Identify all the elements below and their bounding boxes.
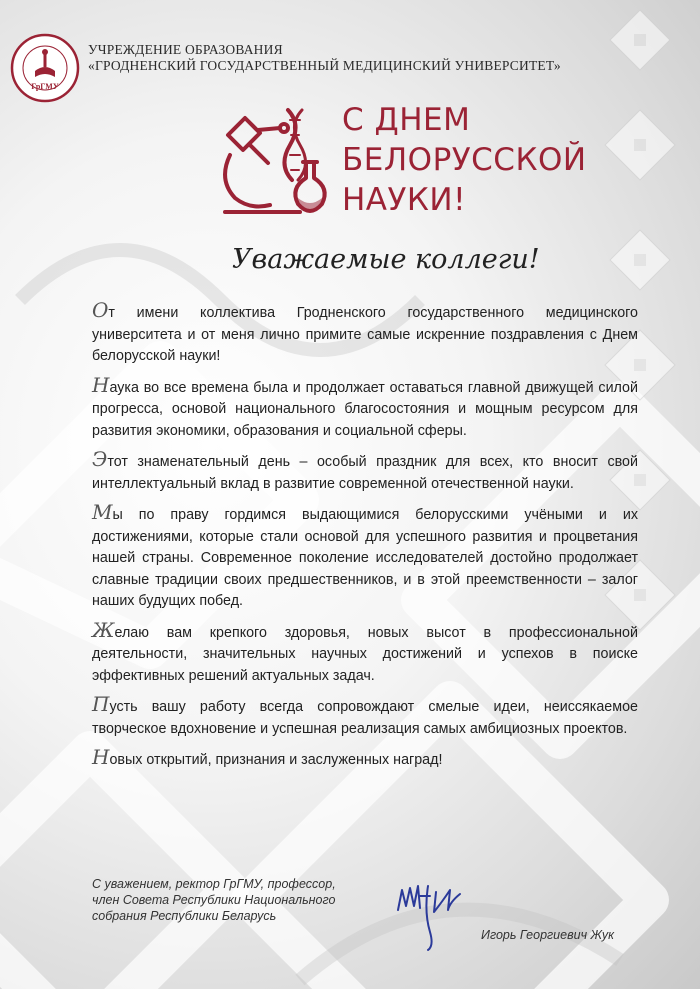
microscope-dna-flask-icon [210,100,335,225]
logo-text: ГрГМУ [31,82,59,91]
paragraph-text: аука во все времена была и продолжает оставаться главной движущей силой прогресса, основой национального благосостояния и мощным ресурсом для развития экономики, образования и социальной сферы. [92,379,638,439]
page-title [342,100,587,220]
handwritten-signature-icon [390,872,470,952]
paragraph-5 [92,617,638,688]
paragraph-7 [92,747,638,772]
institution-line-1: УЧРЕЖДЕНИЕ ОБРАЗОВАНИЯ [88,42,283,57]
paragraph-3 [92,449,638,495]
paragraph-4 [92,502,638,613]
university-seal-icon [10,33,80,103]
drop-cap: Э [92,447,108,471]
rector-name: Игорь Георгиевич Жук [481,928,614,942]
institution-name [88,42,561,74]
title-line-3: НАУКИ! [342,182,467,218]
paragraph-2 [92,372,638,443]
paragraph-6 [92,694,638,740]
drop-cap: О [92,298,109,322]
title-line-1: С ДНЕМ [342,102,471,138]
paragraph-1 [92,300,638,368]
greeting: Уважаемые коллеги! [232,244,540,275]
signature-line-1: С уважением, ректор ГрГМУ, профессор, [92,877,336,891]
paragraph-text: елаю вам крепкого здоровья, новых высот в профессиональной деятельности, значительных научных достижений и успехов в поиске эффективных решений актуальных задач. [92,624,638,684]
paragraph-text: тот знаменательный день – особый праздник для всех, кто вносит свой интеллектуальный вклад в развитие современной отечественной науки. [92,454,638,492]
drop-cap: Н [92,372,110,397]
drop-cap: Ж [92,617,115,642]
signature-line-2: член Совета Республики Национального [92,893,336,907]
paragraph-text: ы по праву гордимся выдающимися белорусскими учёными и их достижениями, которые стали основой для успешного развития и процветания нашей страны. Современное поколение исследователей достойно продолжает славные традиции своих предшественников, и в этой преемственности – залог наших будущих побед. [92,507,638,609]
signature-block [92,876,336,924]
signature-line-3: собрания Республики Беларусь [92,909,277,923]
paragraph-text: т имени коллектива Гродненского государственного медицинского университета и от меня лично примите самые искренние поздравления с Днем белорусской науки! [92,305,638,364]
letter-body [92,300,638,779]
paragraph-text: усть вашу работу всегда сопровождают смелые идеи, неиссякаемое творческое вдохновение и успешная реализация самых амбициозных проектов. [92,699,638,737]
title-line-2: БЕЛОРУССКОЙ [342,142,587,178]
drop-cap: Н [92,745,110,769]
drop-cap: М [92,500,113,524]
paragraph-text: овых открытий, признания и заслуженных наград! [109,752,443,768]
drop-cap: П [92,692,110,716]
institution-line-2: «ГРОДНЕНСКИЙ ГОСУДАРСТВЕННЫЙ МЕДИЦИНСКИЙ УНИВЕРСИТЕТ» [88,58,561,73]
